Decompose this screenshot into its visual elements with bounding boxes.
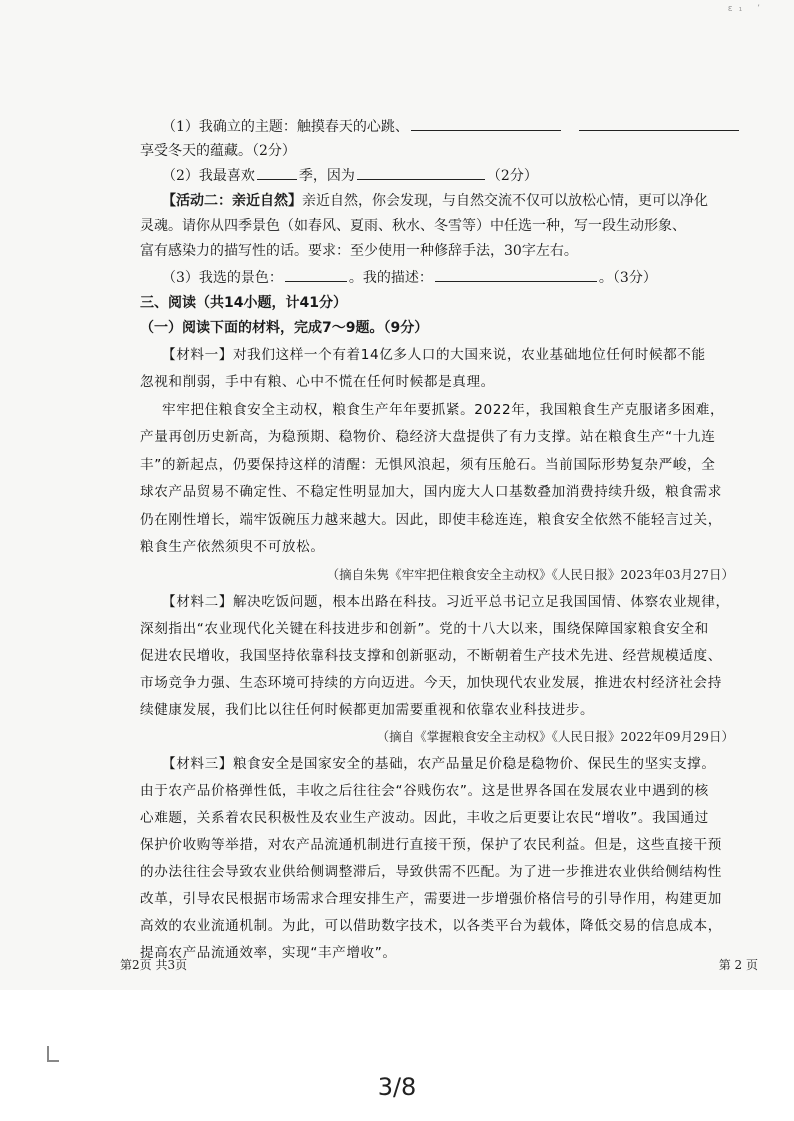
q3-mid: 。我的描述： <box>348 270 433 286</box>
footer-right: 第 2 页 <box>718 958 758 972</box>
q2-season-blank[interactable] <box>257 165 297 180</box>
activity-2-line3: 富有感染力的描写性的话。要求：至少使用一种修辞手法，30字左右。 <box>140 243 578 259</box>
material1-line: 粮食生产依然须臾不可放松。 <box>140 539 325 555</box>
material2-source: （摘自《掌握粮食安全主动权》《人民日报》2022年09月29日） <box>376 729 734 744</box>
q1-label: （1）我确立的主题：触摸春天的心跳、 <box>162 119 409 135</box>
q2-label: （2）我最喜欢 <box>162 168 255 184</box>
material3-line: 保护价收购等举措，对农产品流通机制进行直接干预，保护了农民利益。但是，这些直接干预 <box>140 837 722 853</box>
q3-label: （3）我选的景色： <box>162 270 283 286</box>
activity-2-line2: 灵魂。请你从四季景色（如春风、夏雨、秋水、冬雪等）中任选一种，写一段生动形象、 <box>140 218 686 234</box>
activity-2-line1 <box>162 191 762 211</box>
q2-reason-blank[interactable] <box>357 165 485 180</box>
material3-line: 【材料三】粮食安全是国家安全的基础，农产品量足价稳是稳物价、保民生的坚实支撑。 <box>162 756 716 772</box>
material1-line: 仍在刚性增长，端牢饭碗压力越来越大。因此，即使丰稔连连，粮食安全依然不能轻言过关， <box>140 512 722 528</box>
material2-line: 续健康发展，我们比以往任何时候都更加需要重视和依靠农业科技进步。 <box>140 702 595 718</box>
q3-description-blank[interactable] <box>435 267 597 282</box>
scan-edge-mark <box>47 1046 59 1062</box>
q3-end: 。（3分） <box>598 270 657 286</box>
question-1 <box>162 116 762 137</box>
material1-line: 牢牢把住粮食安全主动权，粮食生产年年要抓紧。2022年，我国粮食生产克服诸多困难， <box>162 402 725 418</box>
activity-2-title: 【活动二：亲近自然】 <box>162 193 302 209</box>
material1-line: 【材料一】对我们这样一个有着14亿多人口的大国来说，农业基础地位任何时候都不能 <box>162 347 706 363</box>
material2-line: 深刻指出“农业现代化关键在科技进步和创新”。党的十八大以来，围绕保障国家粮食安全和 <box>140 621 709 637</box>
activity-2-text1: 亲近自然，你会发现，与自然交流不仅可以放松心情，更可以净化 <box>302 193 708 209</box>
material3-line: 由于农产品价格弹性低，丰收之后往往会“谷贱伤农”。这是世界各国在发展农业中遇到的核 <box>140 783 709 799</box>
material1-line: 球农产品贸易不确定性、不稳定性明显加大，国内庞大人口基数叠加消费持续升级，粮食需求 <box>140 484 722 500</box>
footer-left: 第2页 共3页 <box>120 958 188 972</box>
material1-line: 忽视和削弱，手中有粮、心中不慌在任何时候都是真理。 <box>140 374 495 390</box>
q3-scene-blank[interactable] <box>285 267 347 282</box>
page-counter: 3/8 <box>377 1073 417 1101</box>
material3-line: 提高农产品流通效率，实现“丰产增收”。 <box>140 945 397 961</box>
material3-line: 的办法往往会导致农业供给侧调整滞后，导致供需不匹配。为了进一步推进农业供给侧结构性 <box>140 864 722 880</box>
section-3-sub1: （一）阅读下面的材料，完成7～9题。（9分） <box>140 320 429 336</box>
q1-blank-2[interactable] <box>579 116 739 131</box>
material2-line: 【材料二】解决吃饭问题，根本出路在科技。习近平总书记立足我国国情、体察农业规律， <box>162 594 730 610</box>
material2-line: 市场竞争力强、生态环境可持续的方向迈进。今天，加快现代农业发展，推进农村经济社会持 <box>140 675 722 691</box>
section-3-title: 三、阅读（共14小题，计41分） <box>140 295 347 311</box>
q2-mid: 季，因为 <box>298 168 355 184</box>
question-3 <box>162 267 762 288</box>
q2-points: （2分） <box>486 168 538 184</box>
material3-line: 高效的农业流通机制。为此，可以借助数字技术，以各类平台为载体，降低交易的信息成本， <box>140 918 722 934</box>
question-2 <box>162 165 762 186</box>
material1-line: 产量再创历史新高，为稳预期、稳物价、稳经济大盘提供了有力支撑。站在粮食生产“十九连 <box>140 429 716 445</box>
material1-source: （摘自朱隽《牢牢把住粮食安全主动权》《人民日报》2023年03月27日） <box>326 567 734 582</box>
q1-continuation: 享受冬天的蕴藏。（2分） <box>140 143 296 159</box>
q1-blank-1[interactable] <box>411 116 561 131</box>
material3-line: 心难题，关系着农民积极性及农业生产波动。因此，丰收之后更要让农民“增收”。我国通过 <box>140 810 709 826</box>
material2-line: 促进农民增收，我国坚持依靠科技支撑和创新驱动，不断朝着生产技术先进、经营规模适度、 <box>140 648 722 664</box>
material1-line: 丰”的新起点，仍要保持这样的清醒：无惧风浪起，须有压舱石。当前国际形势复杂严峻，全 <box>140 457 716 473</box>
material3-line: 改革，引导农民根据市场需求合理安排生产，需要进一步增强价格信号的引导作用，构建更加 <box>140 891 722 907</box>
corner-mark: ε₁ ʼ <box>727 4 766 14</box>
